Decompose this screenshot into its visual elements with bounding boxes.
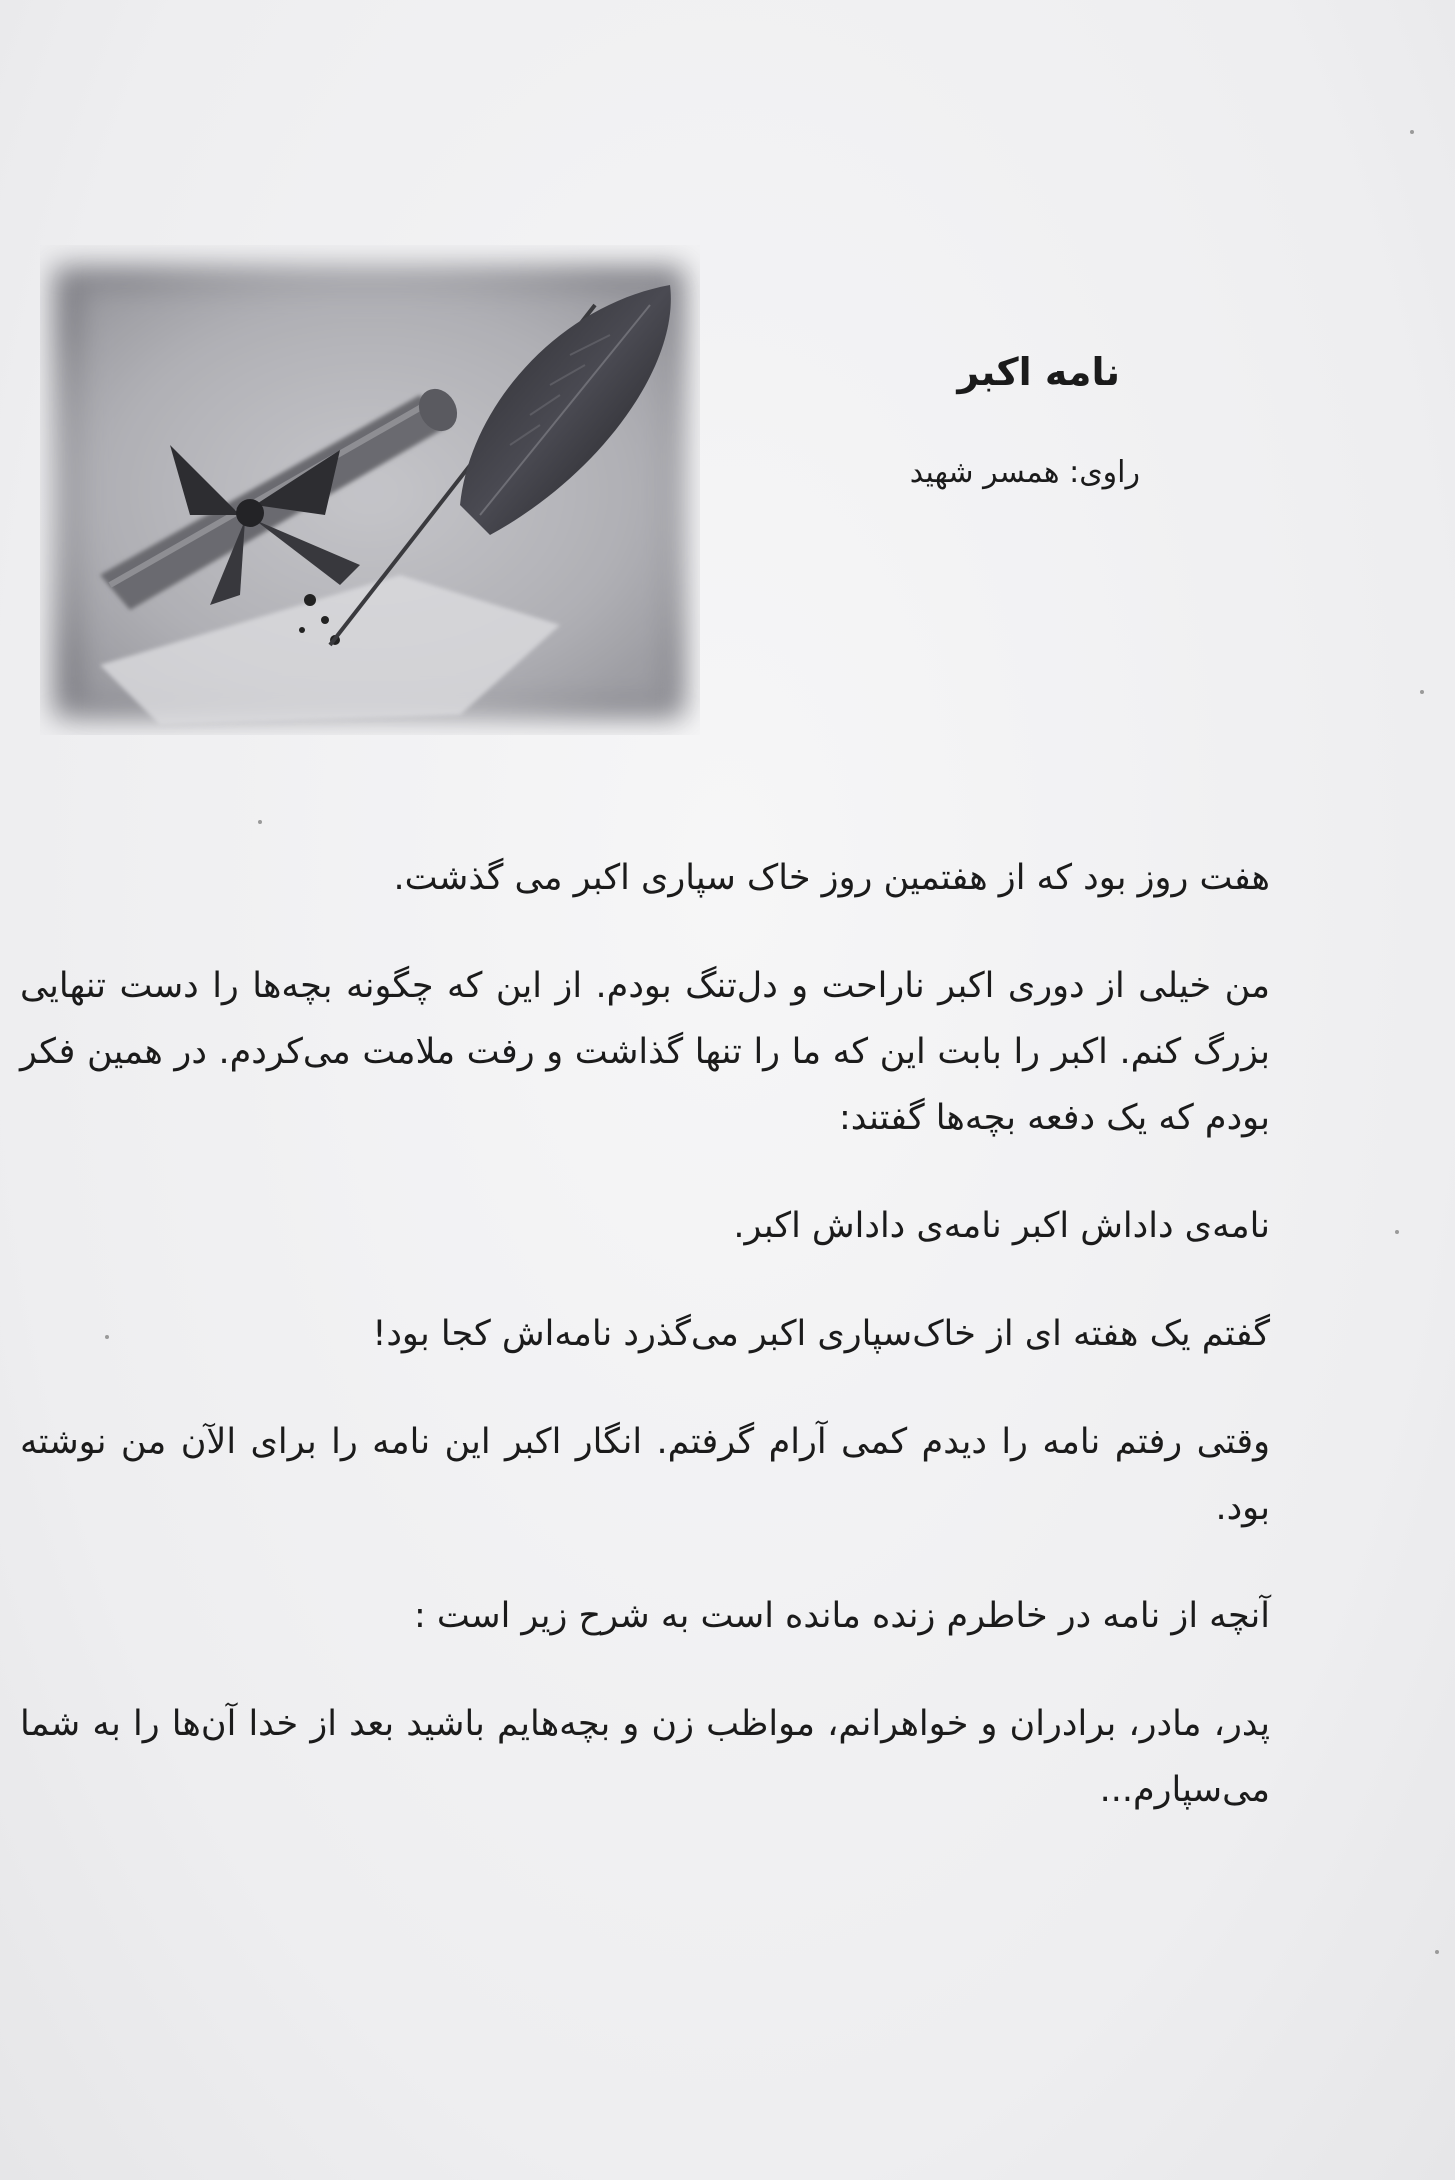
paragraph-5: وقتی رفتم نامه را دیدم کمی آرام گرفتم. انگار اکبر این نامه را برای الآن من نوشته بود.: [20, 1422, 1270, 1528]
scan-speck: [1410, 130, 1414, 134]
paragraph-2: من خیلی از دوری اکبر ناراحت و دل‌تنگ بودم. از این که چگونه بچه‌ها را دست تنهایی بزرگ کنم. اکبر را بابت این که ما را تنها گذاشت و رفت ملامت می‌کردم. در همین فکر بودم که یک دفعه بچه‌ها گفتند:: [20, 966, 1270, 1138]
document-title: نامه اکبر: [957, 350, 1120, 394]
feather-quill-and-letter-illustration: [40, 245, 700, 735]
scan-speck: [258, 820, 262, 824]
scan-speck: [1420, 690, 1424, 694]
scan-speck: [1435, 1950, 1439, 1954]
paragraph-6: آنچه از نامه در خاطرم زنده مانده است به شرح زیر است :: [413, 1596, 1270, 1636]
paragraph-3: نامه‌ی داداش اکبر نامه‌ی داداش اکبر.: [733, 1206, 1270, 1246]
body-text: [20, 845, 1360, 1865]
paragraph-7: پدر، مادر، برادران و خواهرانم، مواظب زن و بچه‌هایم باشید بعد از خدا آن‌ها را به شما می‌سپارم...: [20, 1704, 1270, 1810]
scan-speck: [1395, 1230, 1399, 1234]
paragraph-4: گفتم یک هفته ای از خاک‌سپاری اکبر می‌گذرد نامه‌اش کجا بود!: [372, 1314, 1270, 1354]
paragraph-1: هفت روز بود که از هفتمین روز خاک سپاری اکبر می گذشت.: [393, 858, 1270, 898]
narrator-line: راوی: همسر شهید: [909, 455, 1140, 490]
scan-speck: [105, 1335, 109, 1339]
